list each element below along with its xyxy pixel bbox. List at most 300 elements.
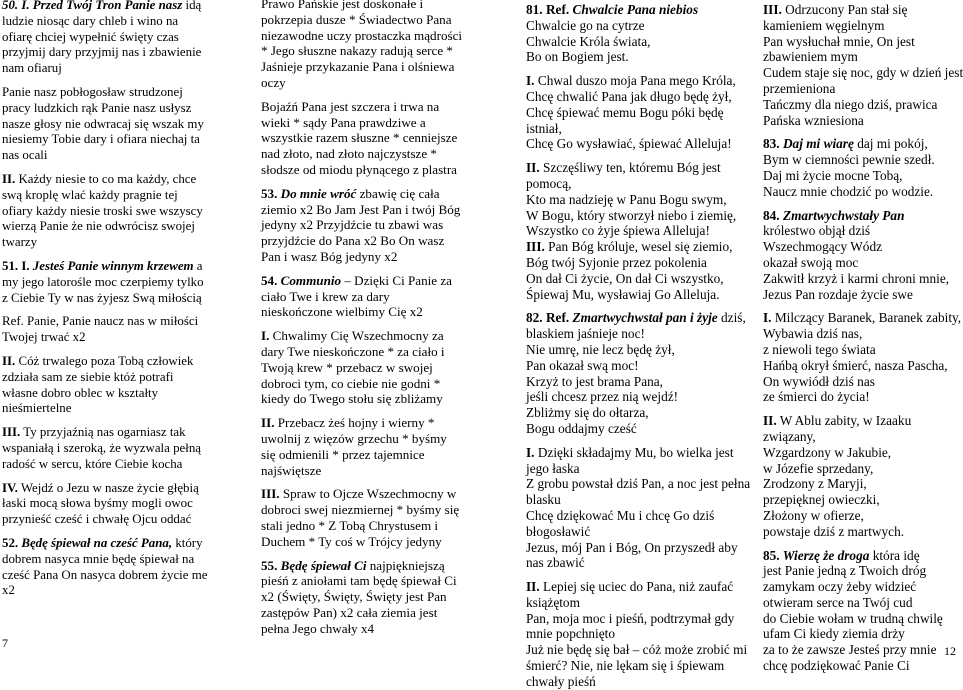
text-segment: jego łaska: [526, 460, 580, 476]
text-segment: swą kroplę wlać każdy pragnie tej: [2, 187, 178, 202]
text-segment: pełna Jego chwały x4: [261, 620, 375, 636]
text-line: [261, 0, 473, 12]
text-line: [763, 223, 960, 239]
hymn-paragraph: [2, 314, 234, 346]
emphasized-text: Daj mi wiarę: [779, 136, 854, 152]
column-1: [2, 0, 234, 598]
text-line: [526, 461, 738, 477]
text-segment: do Ciebie wołam w trudną chwilę: [763, 610, 943, 626]
text-line: [261, 59, 473, 75]
text-line: [2, 61, 234, 77]
text-line: [526, 595, 738, 611]
hymn-paragraph: [2, 354, 234, 417]
text-line: [526, 73, 738, 89]
text-segment: wierzą Panie że nie odwrócisz swojej: [2, 219, 195, 234]
text-line: [2, 401, 234, 417]
text-segment: Szczęśliwy ten, któremu Bóg jest: [539, 160, 721, 176]
text-line: [763, 374, 960, 390]
text-segment: Bo on Bogiem jest.: [526, 49, 629, 65]
text-segment: x2 (Święty, Święty, Święty jest Pan: [261, 589, 447, 605]
text-line: [763, 184, 960, 200]
text-line: [763, 97, 960, 113]
text-line: [261, 289, 473, 305]
emphasized-text: 52.: [2, 535, 19, 550]
emphasized-text: Przed Twój Tron Panie nasz: [29, 0, 183, 12]
text-segment: Hańbą okrył śmierć, nasza Pascha,: [763, 357, 948, 373]
text-segment: Krzyż to jest brama Pana,: [526, 373, 663, 389]
hymn-paragraph: [261, 558, 473, 637]
text-segment: twarzy: [2, 235, 38, 250]
text-line: [763, 508, 960, 524]
text-segment: nam ofiaruj: [2, 61, 62, 76]
text-line: [526, 136, 738, 152]
text-segment: Pan, moja moc i pieśń, podtrzymał gdy: [526, 610, 735, 626]
emphasized-text: 55.: [261, 557, 278, 573]
text-segment: Z grobu powstał dziś Pan, a noc jest pełna: [526, 476, 751, 492]
text-segment: pieśń z aniołami tam będę śpiewał Ci: [261, 573, 457, 589]
text-line: [2, 441, 234, 457]
text-segment: Ref. Panie, Panie naucz nas w miłości: [2, 314, 199, 329]
text-line: [526, 192, 738, 208]
text-segment: blasku: [526, 492, 561, 508]
text-segment: ofiarę chciej wypełnić święty czas: [2, 29, 179, 44]
emphasized-text: 54.: [261, 272, 278, 288]
text-line: [763, 326, 960, 342]
text-line: [2, 45, 234, 61]
text-line: [763, 611, 960, 627]
text-line: [526, 121, 738, 137]
text-line: [526, 239, 738, 255]
hymn-paragraph: [261, 273, 473, 320]
text-segment: mnie popchnięto: [526, 626, 615, 642]
text-segment: Cóż trwalego poza Tobą człowiek: [15, 353, 194, 368]
hymn-paragraph: [526, 2, 738, 65]
text-segment: Jaśnieje przykazanie Pana i olśniewa: [261, 59, 455, 75]
text-segment: Złożony w ofierze,: [763, 507, 864, 523]
text-line: [2, 291, 234, 307]
page-number-left: 7: [2, 636, 8, 650]
emphasized-text: II.: [526, 160, 540, 176]
emphasized-text: 84.: [763, 207, 780, 223]
text-segment: dobroci swej niezmiernej * byśmy się: [261, 502, 460, 518]
emphasized-text: IV.: [2, 480, 18, 495]
text-segment: Panie nasz pobłogosław strudzonej: [2, 84, 183, 99]
text-line: [526, 49, 738, 65]
text-line: [2, 512, 234, 528]
column-3: [526, 2, 751, 689]
text-segment: wspaniałą i szeroką, że wyzwala pełną: [2, 440, 201, 455]
text-segment: otwieram serce na Twój cud: [763, 594, 913, 610]
text-segment: Chcę śpiewać memu Bogu póki będę: [526, 104, 724, 120]
text-segment: własne dobro oblec w kształty: [2, 385, 159, 400]
hymn-paragraph: [763, 310, 960, 405]
text-line: [2, 386, 234, 402]
text-line: [2, 425, 234, 441]
text-segment: Wzgardzony w Jakubie,: [763, 444, 892, 460]
text-segment: związany,: [763, 428, 816, 444]
text-line: [526, 255, 738, 271]
text-segment: Zbliżmy się do ołtarza,: [526, 405, 649, 421]
text-line: [261, 573, 473, 589]
text-segment: stali jedno * Z Tobą Chrystusem i: [261, 517, 439, 533]
text-segment: dobrem nasyca mnie będę śpiewał na: [2, 551, 195, 566]
text-line: [261, 217, 473, 233]
text-segment: w Józefie sprzedany,: [763, 460, 874, 476]
text-line: [261, 115, 473, 131]
text-line: [526, 208, 738, 224]
text-line: [2, 188, 234, 204]
text-segment: Ty przyjaźnią nas ogarniasz tak: [20, 425, 186, 440]
emphasized-text: 85.: [763, 547, 780, 563]
text-segment: On dał Ci życie, On dał Ci wszystko,: [526, 270, 724, 286]
emphasized-text: II.: [261, 415, 275, 431]
text-line: [526, 555, 738, 571]
emphasized-text: I.: [526, 73, 535, 89]
text-segment: śmierć? Nie, nie lękam się i śpiewam: [526, 658, 725, 674]
text-line: [763, 136, 960, 152]
text-line: [261, 502, 473, 518]
text-line: [261, 75, 473, 91]
emphasized-text: 51. I.: [2, 258, 30, 273]
text-line: [526, 176, 738, 192]
text-line: [2, 219, 234, 235]
text-segment: nieśmiertelne: [2, 401, 72, 416]
text-line: [763, 152, 960, 168]
text-line: [763, 658, 960, 674]
emphasized-text: III.: [2, 425, 21, 440]
emphasized-text: Będę śpiewał Ci: [277, 557, 367, 573]
hymn-paragraph: [526, 579, 748, 690]
text-line: [2, 481, 234, 497]
text-line: [763, 208, 960, 224]
text-segment: powstaje dziś z martwych.: [763, 523, 905, 539]
text-line: [261, 463, 473, 479]
text-line: [526, 524, 738, 540]
text-segment: Bóg twój Syjonie przez pokolenia: [526, 254, 707, 270]
text-line: [2, 275, 234, 291]
text-line: [2, 30, 234, 46]
text-segment: zbawieniem mym: [763, 49, 858, 65]
text-segment: zastępów Pan) x2 cała ziemia jest: [261, 604, 438, 620]
text-segment: za to że zawsze Jesteś przy mnie: [763, 642, 937, 658]
text-segment: z niewoli tego świata: [763, 341, 876, 357]
text-segment: blaskiem jaśnieje noc!: [526, 326, 645, 342]
text-segment: Twojej trwać x2: [2, 330, 86, 345]
text-line: [2, 0, 234, 14]
text-segment: zamykam oczy żeby widzieć: [763, 579, 917, 595]
text-segment: książętom: [526, 594, 580, 610]
emphasized-text: Chwalcie Pana niebios: [569, 2, 699, 17]
text-segment: Naucz mnie chodzić po wodzie.: [763, 183, 934, 199]
text-segment: z Ciebie Ty w nas żyjesz Swą miłością: [2, 290, 202, 305]
text-segment: nasze głosy nie odwracaj się wszak my: [2, 116, 204, 131]
text-line: [526, 271, 738, 287]
text-segment: Już nie będę się bał – cóż może zrobić mi: [526, 642, 748, 658]
text-segment: Jezus, mój Pan i Bóg, On przyszedł aby: [526, 539, 738, 555]
text-segment: błogosławić: [526, 523, 591, 539]
text-segment: okazał swoją moc: [763, 254, 859, 270]
text-line: [2, 259, 234, 275]
column-2: [261, 0, 473, 636]
text-line: [261, 233, 473, 249]
text-segment: Chwalimy Cię Wszechmocny za: [269, 328, 444, 344]
text-segment: Chcę dziękować Mu i chcę Go dziś: [526, 507, 715, 523]
text-line: [526, 358, 738, 374]
text-line: [2, 568, 234, 584]
emphasized-text: Communio: [277, 272, 342, 288]
text-line: [526, 658, 738, 674]
text-segment: Przebacz żeś hojny i wierny *: [274, 415, 435, 431]
hymn-paragraph: [526, 310, 746, 436]
text-segment: Bojaźń Pana jest szczera i trwa na: [261, 98, 440, 114]
text-line: [763, 626, 960, 642]
hymn-paragraph: [2, 481, 234, 528]
text-line: [763, 168, 960, 184]
text-line: [261, 12, 473, 28]
text-segment: W Bogu, który stworzył niebo i ziemię,: [526, 207, 737, 223]
emphasized-text: II.: [2, 171, 16, 186]
text-segment: x2: [2, 583, 15, 598]
text-line: [261, 43, 473, 59]
text-segment: Chwalcie go na cytrze: [526, 17, 645, 33]
emphasized-text: Będę śpiewał na cześć Pana,: [18, 535, 173, 550]
text-line: [2, 552, 234, 568]
text-segment: Duchem * Ty coś w Trójcy jedyny: [261, 533, 442, 549]
hymn-paragraph: [763, 413, 960, 539]
text-segment: wszystkie razem słuszne * cenniejsze: [261, 130, 458, 146]
text-segment: Chcę Go wysławiać, śpiewać Alleluja!: [526, 136, 732, 152]
text-line: [526, 105, 738, 121]
text-line: [2, 85, 234, 101]
text-line: [261, 605, 473, 621]
page-number-right: 12: [944, 644, 956, 658]
text-segment: łaski mocą słowa byśmy mogli owoc: [2, 496, 193, 511]
text-line: [526, 342, 738, 358]
text-line: [526, 160, 738, 176]
text-segment: – Dzięki Ci Panie za: [341, 272, 452, 288]
hymn-paragraph: [763, 2, 963, 128]
text-line: [2, 172, 234, 188]
text-line: [261, 202, 473, 218]
text-segment: dary Twe nieskończone * za ciało i: [261, 343, 445, 359]
text-segment: radość w sercu, które Ciebie kocha: [2, 456, 183, 471]
text-segment: pomocą,: [526, 175, 572, 191]
text-segment: W Ablu zabity, w Izaaku: [776, 413, 912, 429]
text-line: [763, 239, 960, 255]
text-line: [526, 674, 738, 690]
text-segment: dobroci tym, co ciebie nie godni *: [261, 375, 441, 391]
hymn-paragraph: [526, 444, 751, 571]
emphasized-text: 81. Ref.: [526, 2, 570, 17]
text-line: [763, 310, 960, 326]
text-segment: przemieniona: [763, 80, 836, 96]
emphasized-text: III.: [261, 486, 280, 502]
text-line: [763, 579, 960, 595]
text-line: [261, 621, 473, 637]
text-segment: Spraw to Ojcze Wszechmocny w: [279, 486, 457, 502]
text-segment: kamieniem węgielnym: [763, 17, 885, 33]
text-line: [763, 492, 960, 508]
text-segment: Pańska wzniesiona: [763, 112, 864, 128]
text-line: [526, 34, 738, 50]
text-line: [261, 534, 473, 550]
text-line: [763, 81, 960, 97]
emphasized-text: I.: [763, 310, 772, 326]
text-line: [763, 342, 960, 358]
text-segment: Tańczmy dla niego dziś, prawica: [763, 96, 938, 112]
text-segment: zdziała sam ze siebie któż potrafi: [2, 369, 174, 384]
hymn-paragraph: [2, 259, 234, 306]
text-segment: pokrzepia dusze * Świadectwo Pana: [261, 11, 452, 27]
text-segment: Daj mi życie mocne Tobą,: [763, 167, 903, 183]
text-line: [526, 421, 738, 437]
text-segment: chcę podziękować Panie Ci: [763, 658, 910, 674]
text-segment: zbawię cię cała: [356, 185, 440, 201]
text-segment: Wszechmogący Wódz: [763, 239, 883, 255]
text-segment: ludzie niosąc dary chleb i wino na: [2, 13, 179, 28]
text-segment: Jezus Pan rozdaje życie swe: [763, 286, 913, 302]
text-line: [2, 14, 234, 30]
emphasized-text: 50. I.: [2, 0, 30, 12]
text-segment: Pan i wasz Bóg jedyny x2: [261, 248, 398, 264]
text-segment: Chcę chwalić Pana jak długo będę żył,: [526, 88, 732, 104]
text-line: [261, 99, 473, 115]
text-segment: dziś,: [717, 310, 746, 326]
text-segment: On wywiódł dziś nas: [763, 373, 875, 389]
emphasized-text: II.: [763, 413, 777, 429]
text-segment: oczy: [261, 74, 286, 90]
text-line: [2, 536, 234, 552]
text-segment: Bym w ciemności pewnie szedł.: [763, 152, 935, 168]
text-segment: Dzięki składajmy Mu, bo wielka jest: [534, 444, 734, 460]
text-line: [2, 204, 234, 220]
text-line: [261, 376, 473, 392]
text-segment: Lepiej się uciec do Pana, niż zaufać: [539, 579, 734, 595]
text-line: [261, 486, 473, 502]
text-line: [526, 310, 746, 326]
emphasized-text: III.: [763, 2, 782, 17]
text-segment: Pan Bóg króluje, wesel się ziemio,: [544, 239, 733, 255]
text-segment: która idę: [869, 547, 920, 563]
text-line: [526, 89, 738, 105]
text-segment: najświętsze: [261, 462, 322, 478]
text-line: [526, 611, 738, 627]
hymn-paragraph: [526, 160, 738, 302]
text-line: [763, 413, 960, 429]
emphasized-text: I.: [261, 328, 270, 344]
text-line: [763, 287, 960, 303]
text-line: [526, 18, 738, 34]
text-line: [526, 626, 738, 642]
text-line: [526, 2, 738, 18]
text-line: [526, 642, 748, 658]
text-line: [526, 326, 738, 342]
text-line: [763, 2, 960, 18]
text-segment: królestwo objął dziś: [763, 223, 871, 239]
text-segment: * Jego słuszne nakazy radują serce *: [261, 43, 453, 59]
text-segment: przyjmij dary przyjmij nas i zbawienie: [2, 45, 202, 60]
text-segment: nad złoto, nad złoto najczystsze *: [261, 146, 437, 162]
text-segment: przyjdźcie do Pana x2 Bo On wasz: [261, 233, 445, 249]
text-segment: jeśli chcesz przez nią wejdź!: [526, 389, 679, 405]
emphasized-text: II.: [526, 579, 540, 595]
hymn-paragraph: [261, 486, 473, 549]
text-segment: Pan wysłuchał mnie, On jest: [763, 33, 915, 49]
emphasized-text: 53.: [261, 185, 278, 201]
emphasized-text: 83.: [763, 136, 780, 152]
text-line: [763, 476, 960, 492]
text-line: [763, 18, 960, 34]
text-line: [261, 130, 473, 146]
text-segment: Zakwitł krzyż i karmi chroni mnie,: [763, 270, 950, 286]
text-segment: przynieść cześć i chwałę Ojcu oddać: [2, 512, 192, 527]
emphasized-text: I.: [526, 444, 535, 460]
text-segment: a: [193, 258, 203, 273]
text-line: [2, 148, 234, 164]
text-segment: niesiemy Tobie dary i ofiara niechaj ta: [2, 132, 200, 147]
text-segment: kiedy do Twego stołu się zbliżamy: [261, 391, 443, 407]
hymn-paragraph: [261, 0, 473, 91]
text-segment: Twoją krew * przebacz w swojej: [261, 359, 433, 375]
text-line: [261, 415, 473, 431]
text-segment: daj mi pokój,: [853, 136, 928, 152]
text-segment: ze śmierci do życia!: [763, 389, 870, 405]
hymn-paragraph: [526, 73, 738, 152]
text-line: [261, 589, 473, 605]
text-segment: nas zbawić: [526, 555, 585, 571]
text-line: [763, 358, 960, 374]
text-line: [2, 117, 234, 133]
text-line: [763, 271, 960, 287]
hymn-paragraph: [763, 548, 960, 674]
text-segment: najpiękniejszą: [366, 557, 445, 573]
text-line: [526, 405, 738, 421]
text-segment: się odmienili * przez tajemnice: [261, 446, 425, 462]
text-segment: Bogu oddajmy cześć: [526, 420, 637, 436]
text-segment: Wszystko co żyje śpiewa Alleluja!: [526, 223, 710, 239]
text-line: [2, 101, 234, 117]
text-line: [261, 518, 473, 534]
text-segment: Odrzucony Pan stał się: [781, 2, 908, 17]
text-segment: Milczący Baranek, Baranek zabity,: [771, 310, 962, 326]
text-segment: cześć Pana On nasyca dobrem życie me: [2, 567, 208, 582]
text-segment: Wejdź o Jezu w nasze życie głębią: [17, 480, 199, 495]
text-segment: Nie umrę, nie lecz będę żył,: [526, 341, 675, 357]
emphasized-text: Jesteś Panie winnym krzewem: [29, 258, 194, 273]
text-line: [2, 235, 234, 251]
text-segment: nas ocali: [2, 148, 48, 163]
text-segment: ziemio x2 Bo Jam Jest Pan i twój Bóg: [261, 201, 461, 217]
text-segment: Śpiewaj Mu, wysławiaj Go Alleluja.: [526, 286, 720, 302]
text-line: [763, 113, 960, 129]
hymn-paragraph: [763, 208, 960, 303]
text-line: [261, 162, 473, 178]
text-segment: niezawodne uczy prostaczka mądrości: [261, 27, 463, 43]
text-segment: ciało Twe i krew za dary: [261, 288, 390, 304]
emphasized-text: 82. Ref.: [526, 310, 570, 326]
text-line: [2, 457, 234, 473]
text-segment: jedyny x2 Przyjdźcie tu zbawi was: [261, 217, 444, 233]
text-segment: jest Panie jedną z Twoich dróg: [763, 563, 927, 579]
text-segment: Pan okazał swą moc!: [526, 357, 639, 373]
text-line: [2, 496, 234, 512]
text-line: [763, 524, 960, 540]
hymn-paragraph: [763, 136, 960, 199]
text-segment: Chwalcie Króla świata,: [526, 33, 651, 49]
text-line: [261, 558, 473, 574]
text-line: [261, 273, 473, 289]
hymn-paragraph: [2, 172, 234, 251]
